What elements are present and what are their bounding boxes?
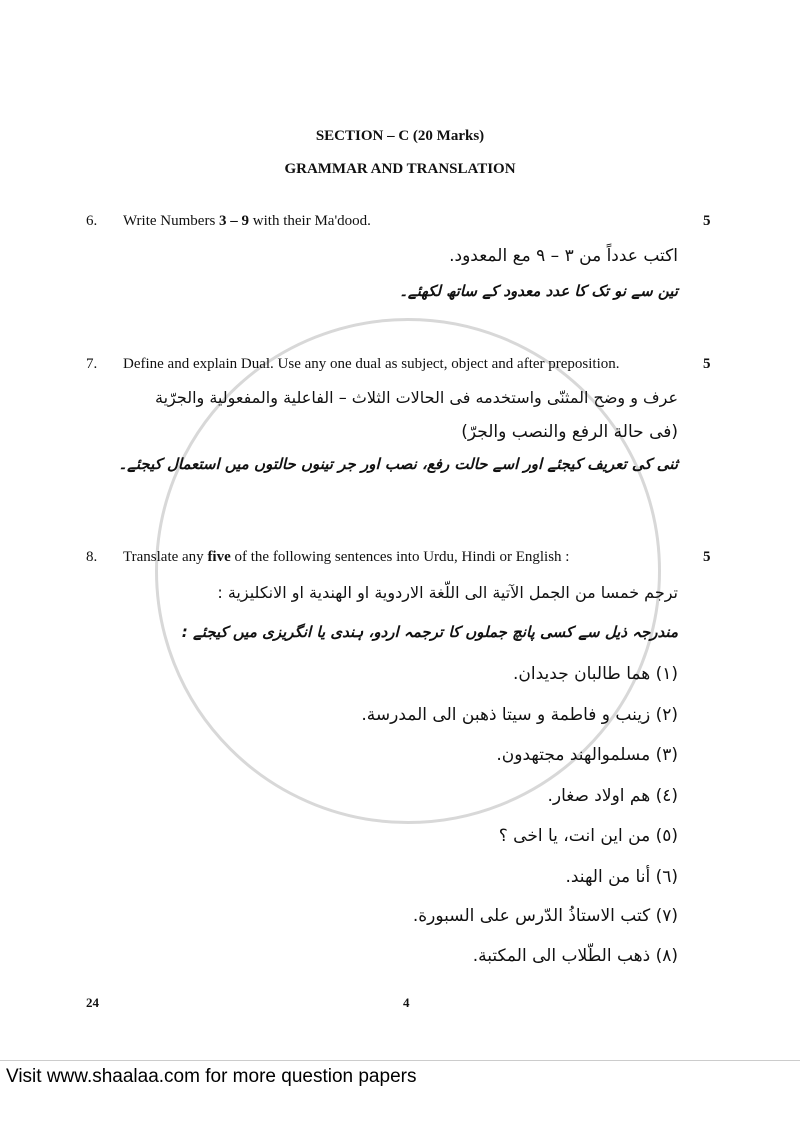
question-7-arabic: عرف و وضح المثنّى واستخدمه فى الحالات الثلاث – الفاعلية والمفعولية والجرّية	[155, 388, 678, 407]
question-8-text-post: of the following sentences into Urdu, Hindi or English :	[230, 549, 570, 565]
promo-banner-link[interactable]: Visit www.shaalaa.com for more question papers	[6, 1066, 417, 1087]
question-7-arabic-2: (فى حالة الرفع والنصب والجرّ)	[461, 422, 678, 442]
section-title: SECTION – C (20 Marks)	[315, 128, 485, 144]
sentence-1: (١) هما طالبان جديدان.	[513, 664, 678, 684]
question-8-text	[123, 549, 569, 566]
question-6-arabic: اکتب عدداً من ٣ – ٩ مع المعدود.	[449, 246, 678, 266]
sentence-6: (٦) أنا من الهند.	[565, 867, 678, 887]
sentence-2: (٢) زينب و فاطمة و سيتا ذهبن الى المدرسة.	[361, 705, 678, 725]
question-7-number: 7.	[86, 356, 98, 372]
sentence-8: (٨) ذهب الطّلاب الى المكتبة.	[472, 946, 678, 966]
question-7-urdu: ثنی کی تعریف کیجئے اور اسے حالت رفع، نصب اور جر تینوں حالتوں میں استعمال کیجئے۔	[118, 455, 678, 473]
question-6-number: 6.	[86, 213, 98, 229]
paper-code: 24	[86, 995, 99, 1010]
question-6-urdu: تین سے نو تک کا عدد معدود کے ساتھ لکھئے۔	[399, 282, 678, 300]
page-number: 4	[403, 995, 410, 1010]
sentence-5: (٥) من اين انت، يا اخى ؟	[498, 826, 678, 846]
question-8-text-pre: Translate any	[123, 549, 208, 565]
sentence-4: (٤) هم اولاد صغار.	[547, 786, 678, 806]
question-6-text-bold: 3 – 9	[219, 213, 250, 229]
section-subtitle: GRAMMAR AND TRANSLATION	[284, 161, 516, 177]
question-8-arabic: ترجم خمسا من الجمل الآتية الى اللّغة الاردوية او الهندية او الانكليزية :	[217, 583, 678, 602]
question-7-text: Define and explain Dual. Use any one dual as subject, object and after preposition.	[123, 356, 620, 372]
question-6-text-post: with their Ma'dood.	[249, 213, 371, 229]
question-8-number: 8.	[86, 549, 98, 565]
footer-divider	[0, 1060, 800, 1061]
question-7-marks: 5	[703, 356, 711, 372]
question-6-marks: 5	[703, 213, 711, 229]
question-8-marks: 5	[703, 549, 711, 565]
question-8-text-bold: five	[207, 549, 231, 565]
question-8-urdu: مندرجہ ذیل سے کسی پانچ جملوں کا ترجمہ اردو، ہندی یا انگریزی میں کیجئے :	[181, 623, 678, 641]
question-6-text-pre: Write Numbers	[123, 213, 220, 229]
sentence-3: (٣) مسلموالهند مجتهدون.	[496, 745, 678, 765]
question-6-text	[123, 213, 371, 230]
sentence-7: (٧) كتب الاستاذُ الدّرس على السبورة.	[412, 906, 678, 926]
